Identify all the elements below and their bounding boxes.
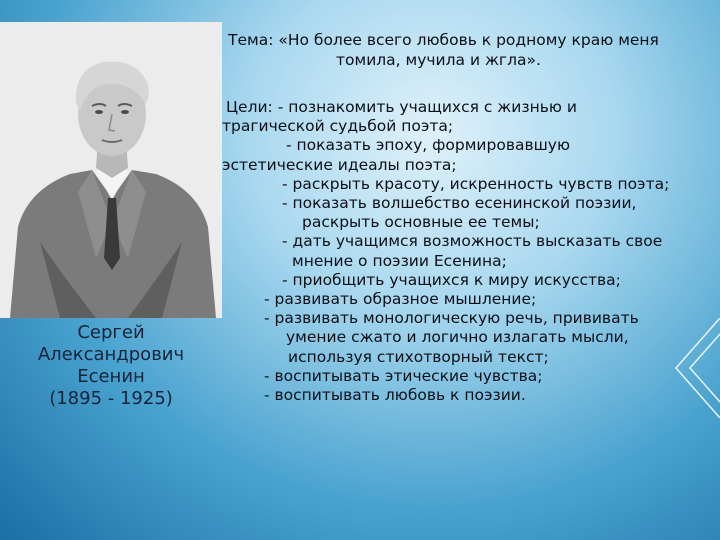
goal-line: умение сжато и логично излагать мысли, <box>286 328 629 347</box>
goal-line: - воспитывать любовь к поэзии. <box>264 386 526 405</box>
goal-line: - воспитывать этические чувства; <box>264 366 543 385</box>
goal-line: раскрыть основные ее темы; <box>302 213 540 232</box>
goal-line: Цели: - познакомить учащихся с жизнью и <box>226 98 577 116</box>
goal-line: - показать эпоху, формировавшую <box>286 136 570 155</box>
theme-line-2: томила, мучила и жгла». <box>336 51 541 69</box>
caption-first-name: Сергей <box>77 322 145 343</box>
lesson-goals <box>222 98 716 405</box>
goal-line: мнение о поэзии Есенина; <box>292 251 507 270</box>
goal-line: - приобщить учащихся к миру искусства; <box>282 270 621 289</box>
goal-line: - дать учащимся возможность высказать свое <box>282 232 663 251</box>
goal-line: - показать волшебство есенинской поэзии, <box>282 194 637 213</box>
lesson-theme <box>228 30 714 70</box>
goal-line: эстетические идеалы поэта; <box>222 155 457 174</box>
goal-line: - раскрыть красоту, искренность чувств поэта; <box>282 174 670 193</box>
caption-patronymic: Александрович <box>37 344 185 365</box>
goal-line: трагической судьбой поэта; <box>222 117 454 136</box>
decorative-chevrons-icon <box>656 318 720 418</box>
caption-surname: Есенин <box>77 366 145 387</box>
portrait-drawing <box>0 22 222 318</box>
portrait-photo <box>0 22 222 318</box>
caption-years: (1895 - 1925) <box>49 388 173 409</box>
goal-line: - развивать монологическую речь, прививать <box>264 309 639 328</box>
goal-line: используя стихотворный текст; <box>288 347 549 366</box>
theme-line-1: Тема: «Но более всего любовь к родному краю меня <box>228 31 659 49</box>
goal-line: - развивать образное мышление; <box>264 290 537 309</box>
portrait-caption <box>0 322 222 410</box>
